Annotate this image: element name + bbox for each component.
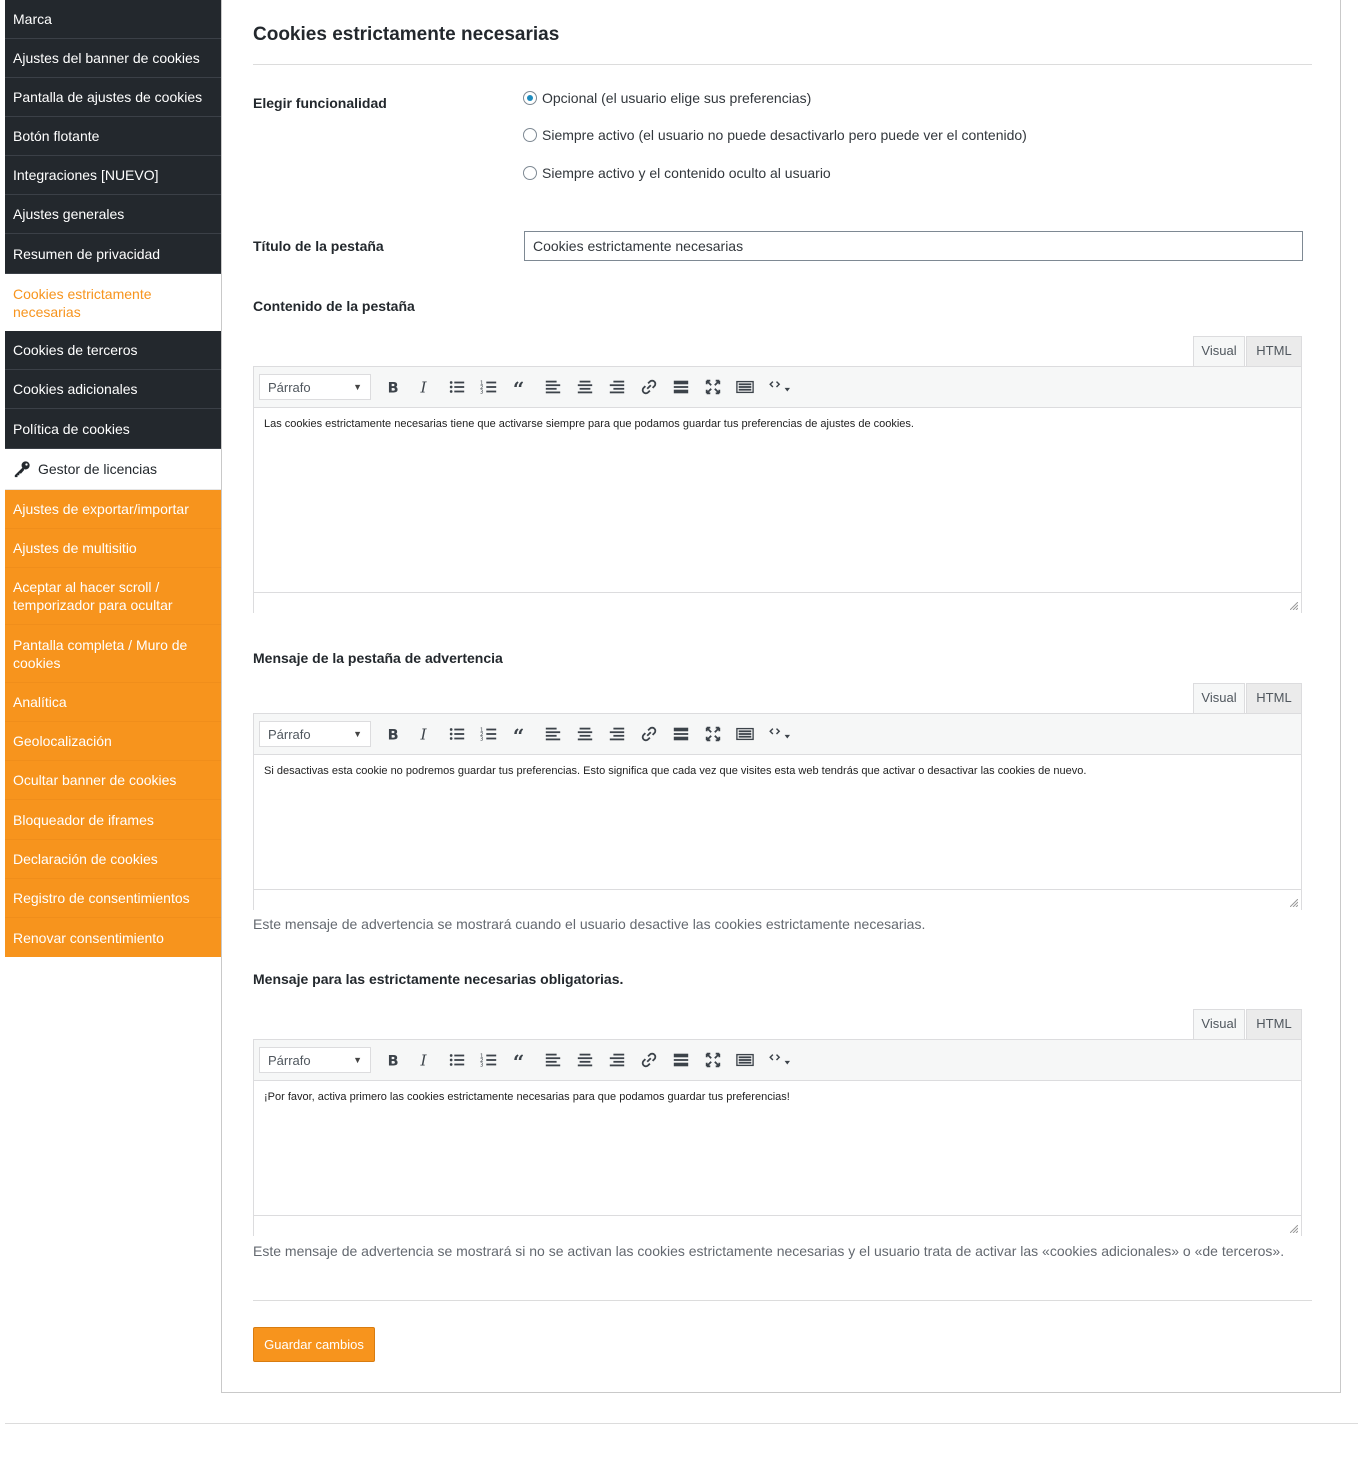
svg-text:3: 3 (480, 736, 484, 743)
editor-content[interactable]: ¡Por favor, activa primero las cookies estrictamente necesarias para que podamos guardar tus preferencias! (264, 1091, 790, 1103)
fullscreen-icon[interactable] (697, 372, 729, 402)
mandatory-message-editor (253, 1009, 1302, 1236)
align-left-button[interactable] (537, 372, 569, 402)
page-title: Cookies estrictamente necesarias (253, 24, 560, 45)
tab-content-editor (253, 336, 1302, 613)
sidebar-item-integrations[interactable]: Integraciones [NUEVO] (5, 156, 221, 195)
code-dropdown-button[interactable] (761, 1045, 801, 1075)
sidebar-item-consent-log[interactable]: Registro de consentimientos (5, 879, 221, 918)
read-more-button[interactable] (665, 1045, 697, 1075)
tab-visual[interactable]: Visual (1193, 336, 1245, 366)
radio-always-active[interactable]: Siempre activo (el usuario no puede desactivarlo pero puede ver el contenido) (523, 127, 1027, 143)
chevron-down-icon: ▼ (353, 729, 362, 739)
align-right-button[interactable] (601, 372, 633, 402)
tab-html[interactable]: HTML (1246, 336, 1302, 366)
editor-statusbar (254, 1215, 1301, 1236)
save-button[interactable]: Guardar cambios (253, 1327, 375, 1362)
sidebar-item-renew-consent[interactable]: Renovar consentimiento (5, 918, 221, 957)
sidebar-item-hide-banner[interactable]: Ocultar banner de cookies (5, 761, 221, 800)
sidebar-item-cookie-wall[interactable]: Pantalla completa / Muro de cookies (5, 625, 221, 683)
svg-text:1: 1 (480, 727, 484, 734)
sidebar-item-banner[interactable]: Ajustes del banner de cookies (5, 39, 221, 78)
tab-html[interactable]: HTML (1246, 683, 1302, 713)
svg-text:2: 2 (480, 731, 484, 738)
chevron-down-icon: ▼ (353, 1055, 362, 1065)
sidebar-item-iframe-blocker[interactable]: Bloqueador de iframes (5, 800, 221, 840)
sidebar-item-export-import[interactable]: Ajustes de exportar/importar (5, 490, 221, 529)
svg-text:1: 1 (480, 1053, 484, 1060)
format-select[interactable]: Párrafo ▼ (259, 374, 371, 400)
svg-text:“: “ (512, 378, 525, 396)
sidebar-item-multisite[interactable]: Ajustes de multisitio (5, 529, 221, 568)
tab-content-label: Contenido de la pestaña (253, 298, 415, 314)
warning-message-editor (253, 683, 1302, 910)
editor-statusbar (254, 592, 1301, 613)
sidebar-item-cookie-declaration[interactable]: Declaración de cookies (5, 840, 221, 879)
svg-text:B: B (387, 727, 399, 743)
settings-panel (221, 0, 1341, 1393)
bold-button[interactable] (377, 719, 409, 749)
align-center-button[interactable] (569, 372, 601, 402)
blockquote-button[interactable] (505, 719, 537, 749)
mandatory-message-label: Mensaje para las estrictamente necesarias obligatorias. (253, 971, 624, 987)
radio-button[interactable] (523, 128, 537, 142)
warning-help-text: Este mensaje de advertencia se mostrará cuando el usuario desactive las cookies estrictamente necesarias. (253, 916, 926, 932)
key-icon (13, 460, 31, 478)
radio-button[interactable] (523, 91, 537, 105)
numbered-list-button[interactable] (473, 719, 505, 749)
resize-handle-icon[interactable] (1290, 1225, 1298, 1233)
link-icon[interactable] (633, 719, 665, 749)
svg-text:“: “ (512, 1051, 525, 1069)
sidebar-item-license-manager[interactable]: Gestor de licencias (5, 449, 221, 490)
divider (253, 64, 1312, 65)
sidebar-item-scroll-timer[interactable]: Aceptar al hacer scroll / temporizador para ocultar (5, 568, 221, 625)
bullet-list-button[interactable] (441, 1045, 473, 1075)
divider (253, 1300, 1312, 1301)
svg-text:I: I (420, 725, 427, 743)
keyboard-icon[interactable] (729, 1045, 761, 1075)
align-left-button[interactable] (537, 1045, 569, 1075)
editor-statusbar (254, 889, 1301, 910)
footer-divider (5, 1423, 1358, 1424)
bullet-list-button[interactable] (441, 719, 473, 749)
italic-button[interactable] (409, 372, 441, 402)
keyboard-icon[interactable] (729, 372, 761, 402)
read-more-button[interactable] (665, 372, 697, 402)
tab-title-input[interactable] (524, 231, 1303, 261)
sidebar-item-third-party[interactable]: Cookies de terceros (5, 331, 221, 370)
numbered-list-button[interactable] (473, 372, 505, 402)
resize-handle-icon[interactable] (1290, 899, 1298, 907)
settings-sidebar (5, 0, 221, 957)
sidebar-item-cookie-policy[interactable]: Política de cookies (5, 409, 221, 449)
italic-button[interactable] (409, 1045, 441, 1075)
warning-message-label: Mensaje de la pestaña de advertencia (253, 650, 503, 666)
bold-button[interactable] (377, 1045, 409, 1075)
align-right-button[interactable] (601, 1045, 633, 1075)
tab-html[interactable]: HTML (1246, 1009, 1302, 1039)
editor-toolbar (254, 1040, 1301, 1081)
link-icon[interactable] (633, 372, 665, 402)
sidebar-item-floating-button[interactable]: Botón flotante (5, 117, 221, 156)
sidebar-item-strictly-necessary[interactable]: Cookies estrictamente necesarias (5, 274, 221, 331)
fullscreen-icon[interactable] (697, 719, 729, 749)
editor-toolbar (254, 367, 1301, 408)
svg-text:B: B (387, 380, 399, 396)
code-dropdown-button[interactable] (761, 372, 801, 402)
tab-visual[interactable]: Visual (1193, 1009, 1245, 1039)
italic-button[interactable] (409, 719, 441, 749)
bullet-list-button[interactable] (441, 372, 473, 402)
sidebar-item-marca[interactable]: Marca (5, 0, 221, 39)
sidebar-item-settings-screen[interactable]: Pantalla de ajustes de cookies (5, 78, 221, 117)
sidebar-item-general[interactable]: Ajustes generales (5, 195, 221, 234)
tab-title-label: Título de la pestaña (253, 238, 384, 254)
format-select[interactable]: Párrafo ▼ (259, 721, 371, 747)
svg-text:3: 3 (480, 389, 484, 396)
sidebar-item-analytics[interactable]: Analítica (5, 683, 221, 722)
resize-handle-icon[interactable] (1290, 602, 1298, 610)
blockquote-button[interactable] (505, 1045, 537, 1075)
editor-toolbar (254, 714, 1301, 755)
radio-optional[interactable]: Opcional (el usuario elige sus preferencias) (523, 90, 811, 106)
svg-text:I: I (420, 378, 427, 396)
code-dropdown-button[interactable] (761, 719, 801, 749)
align-right-button[interactable] (601, 719, 633, 749)
sidebar-item-geolocation[interactable]: Geolocalización (5, 722, 221, 761)
editor-content[interactable]: Las cookies estrictamente necesarias tiene que activarse siempre para que podamos guardar tus preferencias de ajustes de cookies. (264, 418, 914, 430)
svg-text:I: I (420, 1051, 427, 1069)
numbered-list-button[interactable] (473, 1045, 505, 1075)
chevron-down-icon: ▼ (353, 382, 362, 392)
svg-text:3: 3 (480, 1062, 484, 1069)
editor-content[interactable]: Si desactivas esta cookie no podremos guardar tus preferencias. Esto significa que cada vez que visites esta web tendrás que activar o desactivar las cookies de nuevo. (264, 765, 1087, 777)
sidebar-item-privacy-overview[interactable]: Resumen de privacidad (5, 234, 221, 274)
svg-text:1: 1 (480, 380, 484, 387)
fullscreen-icon[interactable] (697, 1045, 729, 1075)
bold-button[interactable] (377, 372, 409, 402)
align-left-button[interactable] (537, 719, 569, 749)
svg-text:2: 2 (480, 1057, 484, 1064)
functionality-label: Elegir funcionalidad (253, 95, 387, 111)
keyboard-icon[interactable] (729, 719, 761, 749)
tab-visual[interactable]: Visual (1193, 683, 1245, 713)
svg-text:2: 2 (480, 384, 484, 391)
link-icon[interactable] (633, 1045, 665, 1075)
read-more-button[interactable] (665, 719, 697, 749)
svg-text:“: “ (512, 725, 525, 743)
sidebar-item-additional[interactable]: Cookies adicionales (5, 370, 221, 409)
format-select[interactable]: Párrafo ▼ (259, 1047, 371, 1073)
radio-always-active-hidden[interactable]: Siempre activo y el contenido oculto al usuario (523, 165, 831, 181)
blockquote-button[interactable] (505, 372, 537, 402)
align-center-button[interactable] (569, 719, 601, 749)
radio-button[interactable] (523, 166, 537, 180)
svg-text:B: B (387, 1053, 399, 1069)
mandatory-help-text: Este mensaje de advertencia se mostrará si no se activan las cookies estrictamente necesarias y el usuario trata de activar las «cookies adicionales» o «de terceros». (253, 1243, 1285, 1259)
align-center-button[interactable] (569, 1045, 601, 1075)
